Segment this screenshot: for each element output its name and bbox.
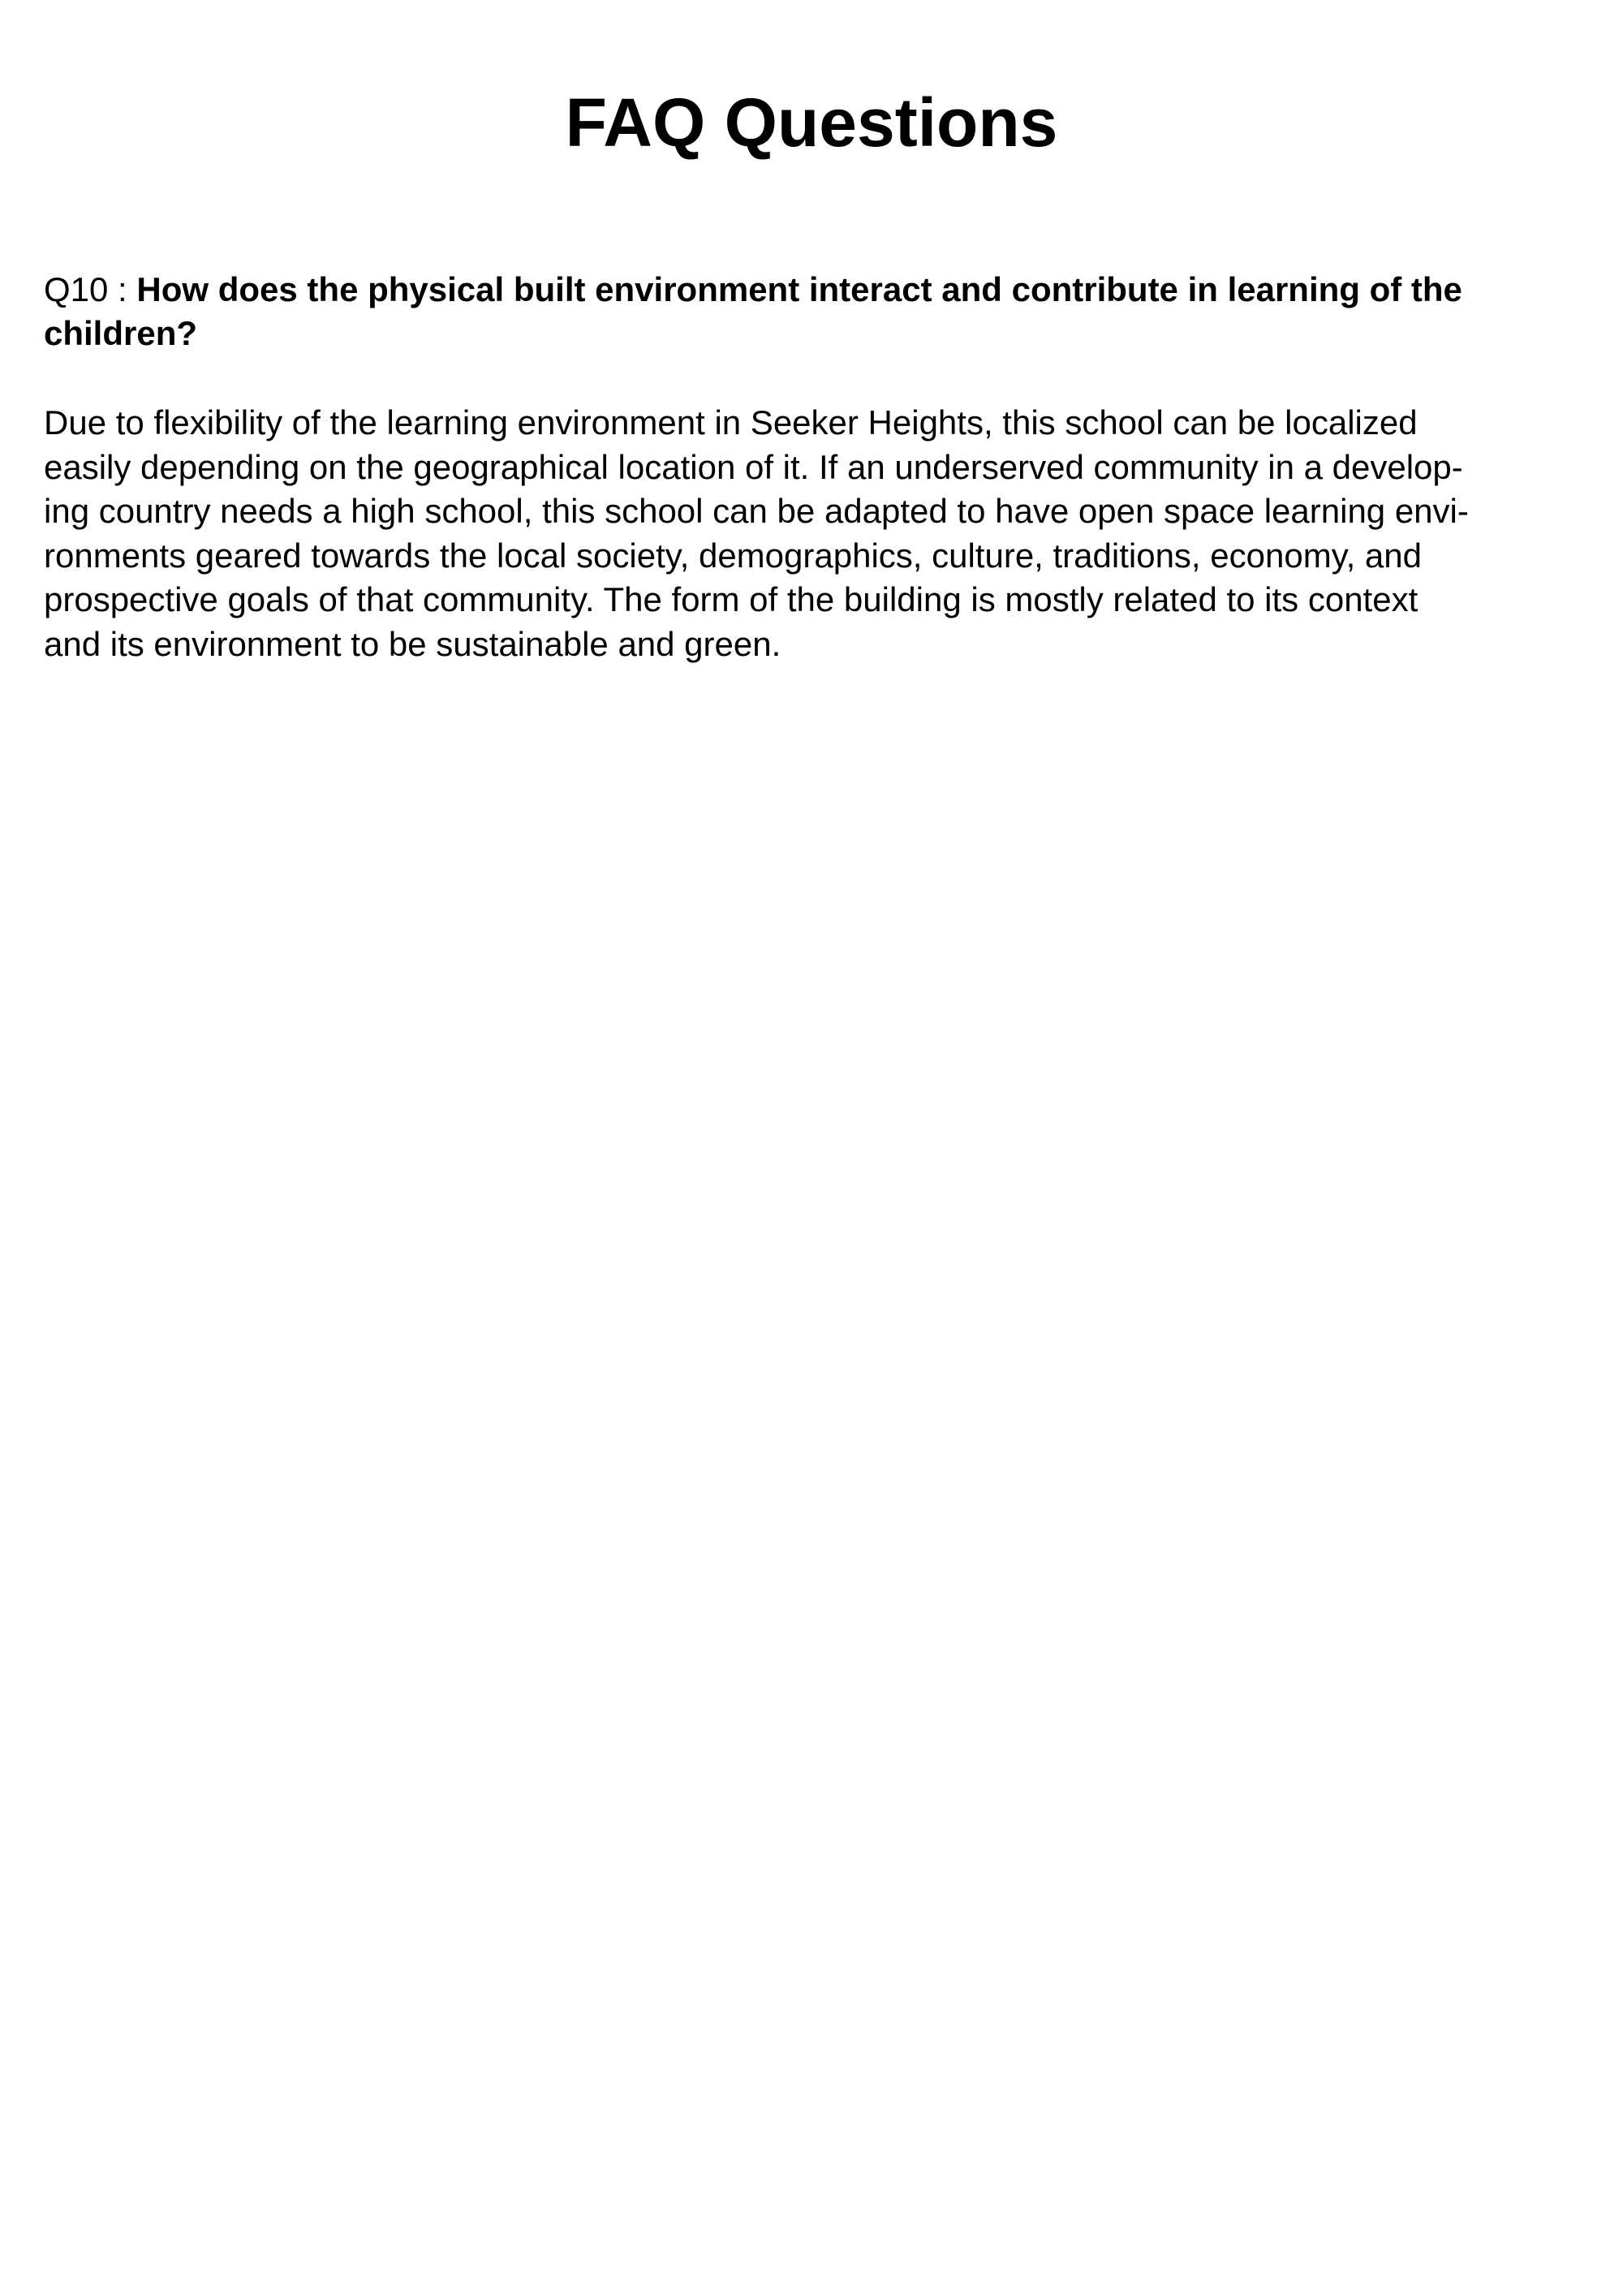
answer-line: ing country needs a high school, this school can be adapted to have open space learning envi- bbox=[44, 492, 1469, 530]
question-number-label: Q10 : bbox=[44, 270, 137, 308]
answer-line: ronments geared towards the local society, demographics, culture, traditions, economy, and bbox=[44, 536, 1422, 575]
answer-line: Due to flexibility of the learning environment in Seeker Heights, this school can be localized bbox=[44, 403, 1418, 442]
page-title: FAQ Questions bbox=[565, 84, 1058, 161]
answer-line: and its environment to be sustainable and green. bbox=[44, 624, 781, 663]
question-text: How does the physical built environment interact and contribute in learning of the children? bbox=[44, 270, 1462, 352]
faq-answer bbox=[44, 401, 1586, 666]
answer-line: easily depending on the geographical location of it. If an underserved community in a develop- bbox=[44, 447, 1463, 486]
answer-line: prospective goals of that community. The form of the building is mostly related to its context bbox=[44, 580, 1419, 618]
faq-question bbox=[44, 268, 1586, 355]
